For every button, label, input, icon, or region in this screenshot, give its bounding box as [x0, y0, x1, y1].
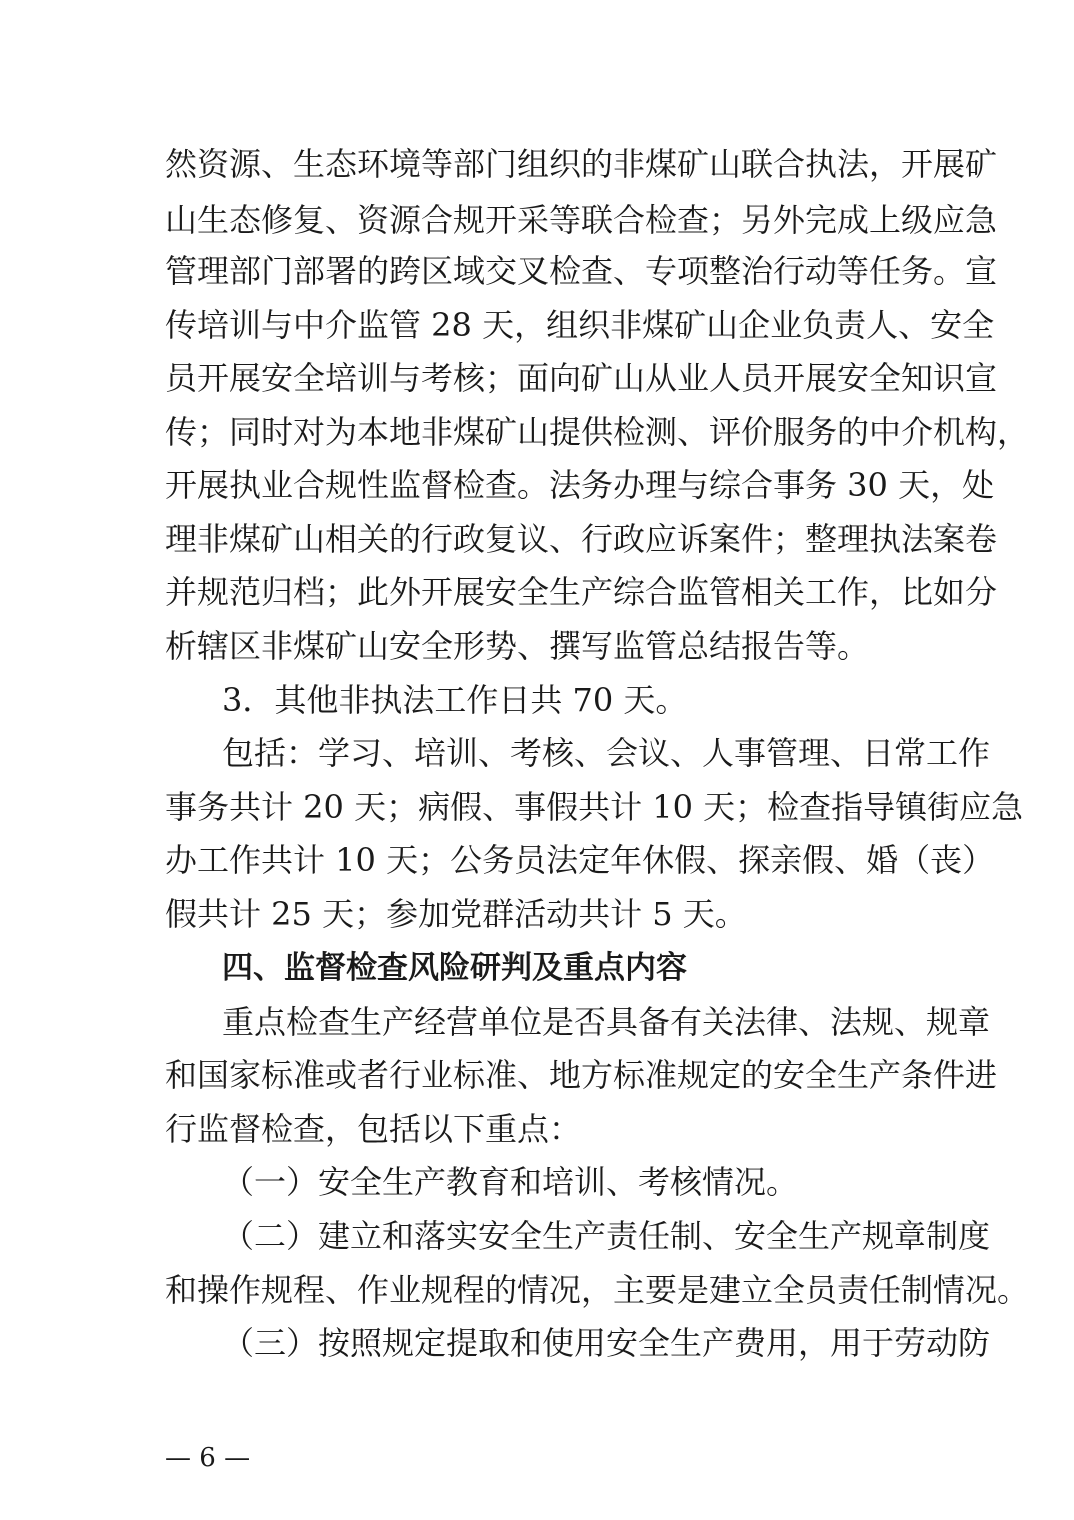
body-line: 并规范归档；此外开展安全生产综合监管相关工作，比如分 [165, 573, 998, 611]
list-item: 3．其他非执法工作日共 70 天。 [222, 681, 688, 719]
body-line: 假共计 25 天；参加党群活动共计 5 天。 [165, 895, 747, 933]
body-line: 析辖区非煤矿山安全形势、撰写监管总结报告等。 [165, 627, 870, 665]
page-number: — 6 — [165, 1443, 251, 1473]
body-line: 传；同时对为本地非煤矿山提供检测、评价服务的中介机构， [165, 413, 1030, 451]
list-item: （二）建立和落实安全生产责任制、安全生产规章制度 [222, 1217, 991, 1255]
body-line: 行监督检查，包括以下重点： [165, 1110, 582, 1148]
section-heading: 四、监督检查风险研判及重点内容 [222, 950, 687, 986]
body-line: 理非煤矿山相关的行政复议、行政应诉案件；整理执法案卷 [165, 520, 998, 558]
paragraph-first-line: 包括：学习、培训、考核、会议、人事管理、日常工作 [222, 734, 991, 772]
body-line: 和国家标准或者行业标准、地方标准规定的安全生产条件进 [165, 1056, 998, 1094]
body-line: 管理部门部署的跨区域交叉检查、专项整治行动等任务。宣 [165, 252, 998, 290]
list-item: （三）按照规定提取和使用安全生产费用，用于劳动防 [222, 1324, 991, 1362]
body-line: 山生态修复、资源合规开采等联合检查；另外完成上级应急 [165, 201, 998, 239]
body-line: 事务共计 20 天；病假、事假共计 10 天；检查指导镇街应急 [165, 788, 1024, 826]
body-line: 办工作共计 10 天；公务员法定年休假、探亲假、婚（丧） [165, 841, 995, 879]
list-item: （一）安全生产教育和培训、考核情况。 [222, 1163, 799, 1201]
body-line: 开展执业合规性监督检查。法务办理与综合事务 30 天，处 [165, 466, 995, 504]
body-line: 然资源、生态环境等部门组织的非煤矿山联合执法，开展矿 [165, 145, 998, 183]
body-line: 员开展安全培训与考核；面向矿山从业人员开展安全知识宣 [165, 359, 998, 397]
body-line: 传培训与中介监管 28 天，组织非煤矿山企业负责人、安全 [165, 306, 995, 344]
body-line: 和操作规程、作业规程的情况，主要是建立全员责任制情况。 [165, 1271, 1030, 1309]
paragraph-first-line: 重点检查生产经营单位是否具备有关法律、法规、规章 [222, 1003, 991, 1041]
